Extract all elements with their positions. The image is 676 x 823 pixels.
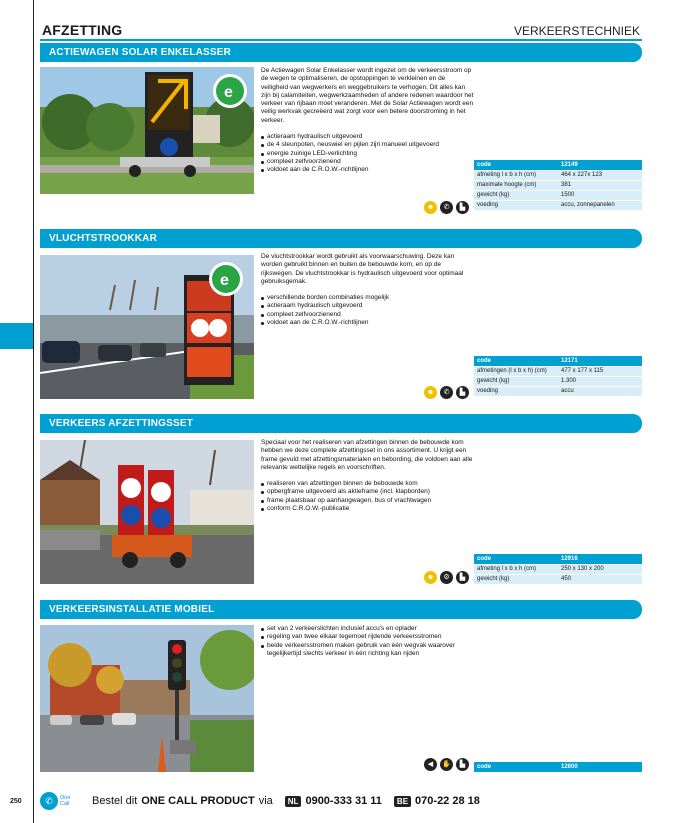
spec-label: afmetingen (l x b x h) (cm) <box>474 366 558 376</box>
product-photo-afzettingsset <box>40 440 254 584</box>
product-icons <box>424 571 469 584</box>
list-item: opbergframe uitgevoerd als aktieframe (incl. klapborden) <box>261 488 474 496</box>
gear-icon: ⚙ <box>440 571 453 584</box>
description-text: Speciaal voor het realiseren van afzettingen binnen de bebouwde kom hebben we deze complete afzettingsset in ons assortiment. U krijgt een frame gevuld met afzettingsmaterialen en bebording, die voldoen aan alle relevante wettelijke regels en voorschriften. <box>261 439 473 471</box>
list-item: regeling van twee elkaar tegemoet rijdende verkeersstromen <box>261 633 474 641</box>
product-photo-actiewagen <box>40 67 254 194</box>
page-number: 250 <box>10 798 22 805</box>
spec-label: maximale hoogte (cm) <box>474 180 558 190</box>
table-row <box>474 574 642 584</box>
list-item: actieraam hydraulisch uitgevoerd <box>261 302 474 310</box>
glove-icon: ✋ <box>440 758 453 771</box>
spec-label: gewicht (kg) <box>474 574 558 584</box>
order-line <box>92 795 480 807</box>
feature-list <box>261 133 474 174</box>
spec-table <box>474 160 642 211</box>
phone-icon: ✆ <box>40 792 58 810</box>
product-description <box>261 625 474 658</box>
spec-label: afmeting l x b x h (cm) <box>474 564 558 574</box>
list-item: frame plaatsbaar op aanhangwagen, bus of vrachtwagen <box>261 497 474 505</box>
spec-table <box>474 554 642 585</box>
phone-be[interactable]: 070-22 28 18 <box>415 795 480 807</box>
product-photo-vluchtstrookkar <box>40 255 254 399</box>
spec-value: accu, zonnepanelen <box>558 200 642 210</box>
list-item: compleet zelfvoorzienend <box>261 311 474 319</box>
spec-label: voeding <box>474 386 558 396</box>
product-title-bar: VERKEERSINSTALLATIE MOBIEL <box>40 600 642 619</box>
spec-value: 250 x 130 x 200 <box>558 564 642 574</box>
product-photo-verkeersinstallatie <box>40 625 254 772</box>
spec-value: 1500 <box>558 190 642 200</box>
list-item: beide verkeersstromen maken gebruik van één wegvak waarover tegelijkertijd slechts verkeer in één richting kan rijden <box>261 642 474 659</box>
spec-label: afmeting l x b x h (cm) <box>474 170 558 180</box>
logo-text-top: One <box>60 795 71 801</box>
product-icons <box>424 201 469 214</box>
order-suffix: via <box>258 795 273 807</box>
product-code: 12916 <box>558 554 642 564</box>
spec-value: 477 x 177 x 115 <box>558 366 642 376</box>
product-description <box>261 253 474 327</box>
description-text: De vluchtstrookkar wordt gebruikt als voorwaarschuwing. Deze kan worden gebruikt binnen en buiten de bebouwde kom, en op de rijkswegen. De vluchtstrookkar is hydraulisch uitgevoerd voor optimaal gebruiksgemak. <box>261 253 464 285</box>
boot-icon: ▙ <box>456 386 469 399</box>
boot-icon: ▙ <box>456 201 469 214</box>
table-row <box>474 376 642 386</box>
feature-list <box>261 480 474 513</box>
description-text: De Actiewagen Solar Enkelasser wordt ingezet om de verkeersstroom op de wegen te optimaliseren, de opstoppingen te verkleinen en de veiligheid van wegwerkers en weggebruikers te verhogen. Dit alles kan zijn bij calamiteiten, wegwerkzaamheden of andere redenen waardoor het verkeer van rijbaan moet veranderen. Met de Solar Actiewagen wordt een veilig werkvak gecreëerd wat zorgt voor een betere doorstroming in het verkeer. <box>261 67 474 124</box>
spec-label: gewicht (kg) <box>474 376 558 386</box>
order-prefix: Bestel dit <box>92 795 138 807</box>
svg-text:e: e <box>220 272 229 289</box>
table-row <box>474 190 642 200</box>
country-badge-nl: NL <box>285 796 302 807</box>
feature-list <box>261 294 474 327</box>
product-icons <box>424 758 469 771</box>
spec-label: gewicht (kg) <box>474 190 558 200</box>
list-item: compleet zelfvoorzienend <box>261 158 474 166</box>
spec-value: 450 <box>558 574 642 584</box>
code-label: code <box>474 356 558 366</box>
list-item: verschillende borden combinaties mogelijk <box>261 294 474 302</box>
table-row <box>474 200 642 210</box>
product-title-bar: VLUCHTSTROOKKAR <box>40 229 642 248</box>
code-label: code <box>474 554 558 564</box>
arrow-icon: ◀ <box>424 758 437 771</box>
code-label: code <box>474 762 558 772</box>
table-row <box>474 366 642 376</box>
phone-icon: ✆ <box>440 201 453 214</box>
product-description <box>261 67 474 175</box>
product-title-bar: ACTIEWAGEN SOLAR ENKELASSER <box>40 43 642 62</box>
page-edge-line <box>33 0 34 823</box>
spec-table <box>474 356 642 397</box>
list-item: voldoet aan de C.R.O.W.-richtlijnen <box>261 166 474 174</box>
product-description <box>261 439 474 513</box>
logo-text-bottom: Call <box>60 801 70 807</box>
boot-icon: ▙ <box>456 758 469 771</box>
table-row <box>474 356 642 366</box>
product-icons <box>424 386 469 399</box>
table-row <box>474 170 642 180</box>
country-badge-be: BE <box>394 796 411 807</box>
spec-table <box>474 762 642 773</box>
list-item: energie zuinige LED-verlichting <box>261 150 474 158</box>
person-yellow-icon: ☻ <box>424 201 437 214</box>
product-code: 12171 <box>558 356 642 366</box>
table-row <box>474 180 642 190</box>
spec-label: voeding <box>474 200 558 210</box>
svg-text:e: e <box>224 84 233 101</box>
spec-value: 464 x 227x 123 <box>558 170 642 180</box>
list-item: realiseren van afzettingen binnen de bebouwde kom <box>261 480 474 488</box>
list-item: voldoet aan de C.R.O.W.-richtlijnen <box>261 319 474 327</box>
code-label: code <box>474 160 558 170</box>
table-row <box>474 386 642 396</box>
list-item: actieraam hydraulisch uitgevoerd <box>261 133 474 141</box>
feature-list <box>261 625 474 658</box>
header-rule <box>40 39 642 41</box>
one-call-logo <box>40 791 78 811</box>
order-product: ONE CALL PRODUCT <box>141 795 255 807</box>
table-row <box>474 554 642 564</box>
product-title-bar: VERKEERS AFZETTINGSSET <box>40 414 642 433</box>
category-title: VERKEERSTECHNIEK <box>513 24 640 38</box>
phone-icon: ✆ <box>440 386 453 399</box>
product-code: 12600 <box>558 762 642 772</box>
list-item: de 4 steunpoten, neuswiel en pijlen zijn manueel uitgevoerd <box>261 141 474 149</box>
table-row <box>474 762 642 772</box>
section-side-tab <box>0 323 33 349</box>
phone-nl[interactable]: 0900-333 31 11 <box>305 795 382 807</box>
list-item: set van 2 verkeerslichten inclusief accu's en oplader <box>261 625 474 633</box>
section-title: AFZETTING <box>42 22 123 38</box>
table-row <box>474 160 642 170</box>
person-yellow-icon: ☻ <box>424 571 437 584</box>
spec-value: accu <box>558 386 642 396</box>
table-row <box>474 564 642 574</box>
spec-value: 381 <box>558 180 642 190</box>
product-code: 12149 <box>558 160 642 170</box>
boot-icon: ▙ <box>456 571 469 584</box>
list-item: conform C.R.O.W.-publicatie <box>261 505 474 513</box>
spec-value: 1.300 <box>558 376 642 386</box>
person-yellow-icon: ☻ <box>424 386 437 399</box>
